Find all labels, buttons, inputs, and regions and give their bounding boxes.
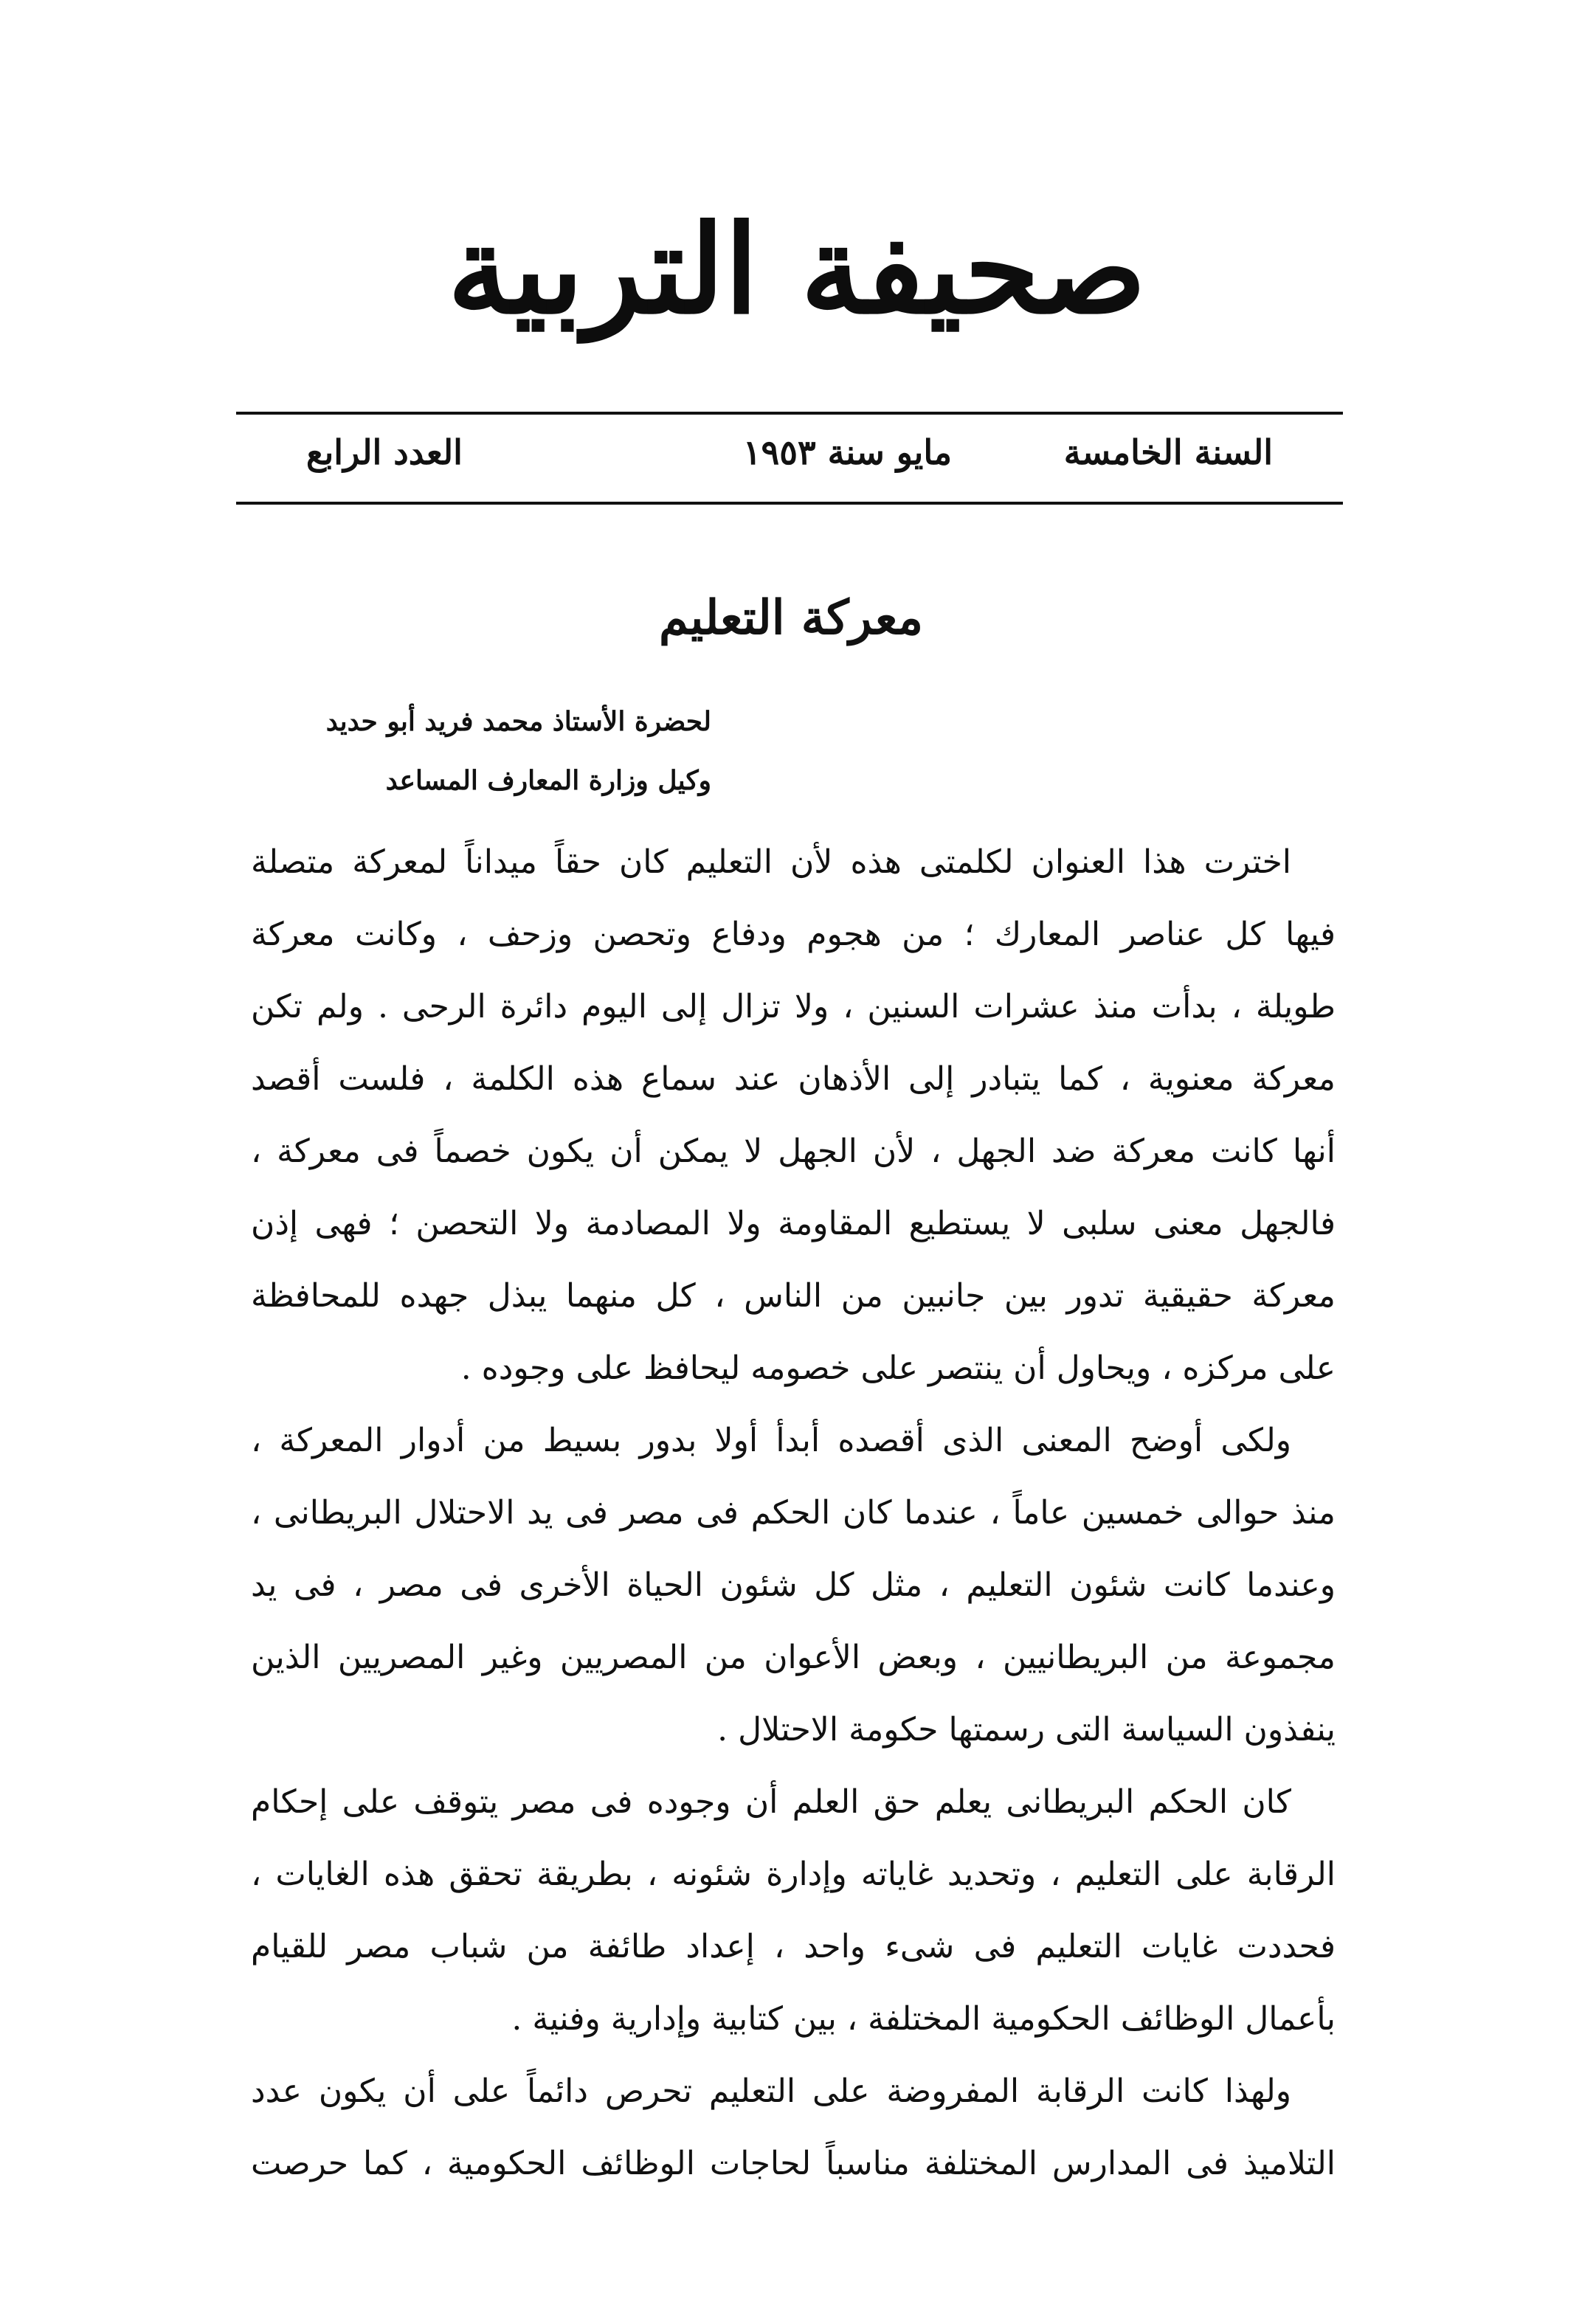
body-line: معركة حقيقية تدور بين جانبين من الناس ، كل منهما يبذل جهده للمحافظة: [251, 1277, 1336, 1315]
body-line: فيها كل عناصر المعارك ؛ من هجوم ودفاع وتحصن وزحف ، وكانت معركة: [251, 916, 1336, 953]
body-line: معركة معنوية ، كما يتبادر إلى الأذهان عند سماع هذه الكلمة ، فلست أقصد: [251, 1060, 1336, 1098]
body-line: ينفذون السياسة التى رسمتها حكومة الاحتلال .: [717, 1711, 1336, 1749]
body-line: وعندما كانت شئون التعليم ، مثل كل شئون الحياة الأخرى فى مصر ، فى يد: [251, 1566, 1336, 1604]
body-line: منذ حوالى خمسين عاماً ، عندما كان الحكم فى مصر فى يد الاحتلال البريطانى ،: [251, 1494, 1336, 1532]
body-line: فحددت غايات التعليم فى شىء واحد ، إعداد طائفة من شباب مصر للقيام: [251, 1928, 1336, 1965]
body-line: بأعمال الوظائف الحكومية المختلفة ، بين كتابية وإدارية وفنية .: [511, 2000, 1336, 2038]
article-author: [326, 692, 711, 810]
header-rule-top: [236, 412, 1343, 415]
body-line: طويلة ، بدأت منذ عشرات السنين ، ولا تزال إلى اليوم دائرة الرحى . ولم تكن: [251, 988, 1336, 1026]
body-line: على مركزه ، ويحاول أن ينتصر على خصومه ليحافظ على وجوده .: [460, 1349, 1336, 1387]
body-line: اخترت هذا العنوان لكلمتى هذه لأن التعليم كان حقاً ميداناً لمعركة متصلة: [251, 843, 1291, 881]
body-line: ولكى أوضح المعنى الذى أقصده أبدأ أولا بدور بسيط من أدوار المعركة ،: [251, 1422, 1291, 1459]
masthead-title: صحيفة التربية: [447, 197, 1147, 341]
body-line: التلاميذ فى المدارس المختلفة مناسباً لحاجات الوظائف الحكومية ، كما حرصت: [251, 2145, 1336, 2182]
masthead: [447, 159, 1147, 380]
author-name: لحضرة الأستاذ محمد فريد أبو حديد: [325, 706, 711, 737]
body-line: ولهذا كانت الرقابة المفروضة على التعليم تحرص دائماً على أن يكون عدد: [251, 2072, 1291, 2110]
issue-number: العدد الرابع: [306, 432, 463, 472]
issue-info-bar: [236, 419, 1343, 497]
header-rule-bottom: [236, 502, 1343, 505]
body-line: فالجهل معنى سلبى لا يستطيع المقاومة ولا المصادمة ولا التحصن ؛ فهى إذن: [251, 1205, 1336, 1242]
article-body: [251, 826, 1336, 2200]
issue-date: مايو سنة ١٩٥٣: [742, 432, 952, 472]
article-title: معركة التعليم: [658, 590, 924, 646]
issue-year: السنة الخامسة: [1063, 432, 1273, 472]
body-line: أنها كانت معركة ضد الجهل ، لأن الجهل لا يمكن أن يكون خصماً فى معركة ،: [251, 1132, 1336, 1170]
body-line: الرقابة على التعليم ، وتحديد غاياته وإدارة شئونه ، بطريقة تحقق هذه الغايات ،: [251, 1856, 1336, 1893]
body-line: مجموعة من البريطانيين ، وبعض الأعوان من المصريين وغير المصريين الذين: [251, 1639, 1336, 1676]
author-position: وكيل وزارة المعارف المساعد: [385, 765, 711, 796]
body-line: كان الحكم البريطانى يعلم حق العلم أن وجوده فى مصر يتوقف على إحكام: [251, 1783, 1291, 1821]
